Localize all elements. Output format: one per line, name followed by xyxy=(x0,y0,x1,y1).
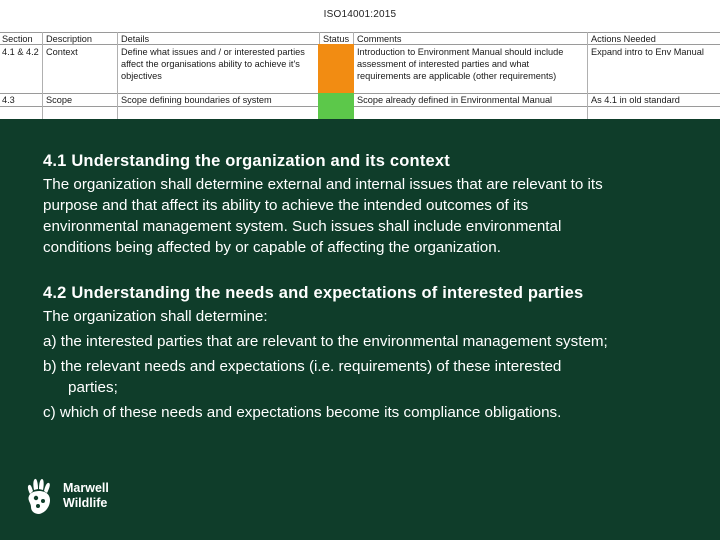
logo-line-2: Wildlife xyxy=(63,496,108,510)
header-details: Details xyxy=(121,34,150,44)
row1-comments-line: requirements are applicable (other requirements) xyxy=(357,71,557,81)
header-comments: Comments xyxy=(357,34,402,44)
row1-status-orange xyxy=(318,44,354,93)
section-42-heading: 4.2 Understanding the needs and expectations of interested parties xyxy=(43,284,584,302)
row1-description: Context xyxy=(46,47,78,57)
table-divider xyxy=(117,32,118,119)
row1-comments-line: assessment of interested parties and what xyxy=(357,59,530,69)
section-42-item-a: a) the interested parties that are relevant to the environmental management system; xyxy=(43,333,608,350)
row1-section: 4.1 & 4.2 xyxy=(2,47,39,57)
logo-line-1: Marwell xyxy=(63,481,109,495)
header-description: Description xyxy=(46,34,92,44)
logo-wordmark xyxy=(63,481,109,511)
row2-status-green xyxy=(318,93,354,119)
row2-section: 4.3 xyxy=(2,95,15,105)
section-41-body-line: conditions being affected by or capable of affecting the organization. xyxy=(43,239,501,256)
header-section: Section xyxy=(2,34,33,44)
section-spacer xyxy=(43,258,715,282)
row1-details-line: affect the organisations ability to achieve it's xyxy=(121,59,300,69)
hand-paw-logo-icon xyxy=(22,476,60,518)
section-41-body-line: purpose and that affect its ability to achieve the intended outcomes of its xyxy=(43,197,529,214)
row2-description: Scope xyxy=(46,95,73,105)
row2-details-line: Scope defining boundaries of system xyxy=(121,95,272,105)
row2-comments-line: Scope already defined in Environmental Manual xyxy=(357,95,553,105)
row1-actions: Expand intro to Env Manual xyxy=(591,47,704,57)
row1-details-line: Define what issues and / or interested parties xyxy=(121,47,305,57)
header-status: Status xyxy=(323,34,350,44)
marwell-wildlife-logo xyxy=(22,476,132,520)
table-divider xyxy=(587,32,588,119)
slide-content xyxy=(43,150,715,423)
section-41-body-line: environmental management system. Such issues shall include environmental xyxy=(43,218,562,235)
section-42-item-b: b) the relevant needs and expectations (i.e. requirements) of these interested xyxy=(43,358,562,375)
row2-actions: As 4.1 in old standard xyxy=(591,95,680,105)
section-42-intro: The organization shall determine: xyxy=(43,308,268,325)
section-41-heading: 4.1 Understanding the organization and its context xyxy=(43,152,450,170)
section-42-item-c: c) which of these needs and expectations become its compliance obligations. xyxy=(43,404,562,421)
header-actions: Actions Needed xyxy=(591,34,656,44)
table-divider xyxy=(42,32,43,119)
iso-table-image xyxy=(0,0,720,119)
section-42-item-b-cont: parties; xyxy=(68,379,118,396)
section-41-body-line: The organization shall determine external and internal issues that are relevant to its xyxy=(43,176,603,193)
table-line xyxy=(0,106,720,107)
row1-details-line: objectives xyxy=(121,71,162,81)
table-title: ISO14001:2015 xyxy=(323,9,397,20)
row1-comments-line: Introduction to Environment Manual should include xyxy=(357,47,564,57)
